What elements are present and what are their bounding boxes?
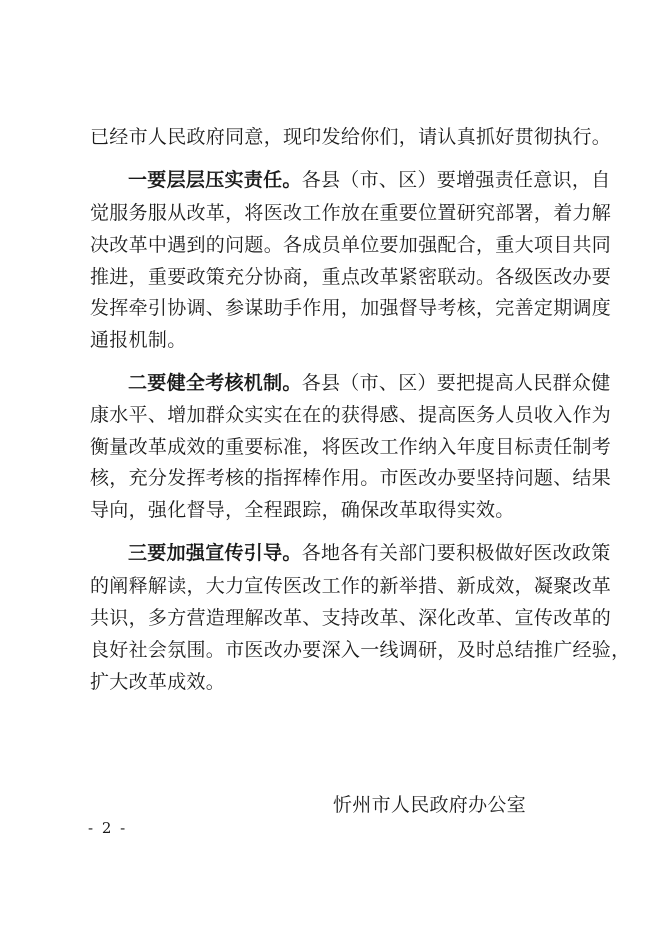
section-3-line-1: 各地各有关部门要积极做好医改政策 (301, 542, 611, 564)
section-3-first-line (128, 541, 611, 565)
section-3-line-4: 良好社会氛围。市医改办要深入一线调研，及时总结推广经验， (90, 639, 631, 661)
section-3-line-5: 扩大改革成效。 (90, 671, 226, 693)
section-1-line-4: 推进，重要政策充分协商，重点改革紧密联动。各级医改办要 (90, 266, 612, 288)
section-3-line-3: 共识，多方营造理解改革、支持改革、深化改革、宣传改革的 (90, 607, 612, 629)
section-1-line-1: 各县（市、区）要增强责任意识，自 (301, 169, 611, 191)
section-2-line-2: 康水平、增加群众实实在在的获得感、提高医务人员收入作为 (90, 404, 612, 426)
page-number: - 2 - (88, 819, 128, 837)
section-2-line-3: 衡量改革成效的重要标准，将医改工作纳入年度目标责任制考 (90, 436, 612, 458)
section-1-line-6: 通报机制。 (90, 329, 187, 351)
section-1-line-5: 发挥牵引协调、参谋助手作用，加强督导考核，完善定期调度 (90, 297, 612, 319)
section-1-heading: 一要层层压实责任。 (128, 169, 302, 191)
section-2-line-5: 导向，强化督导，全程跟踪，确保改革取得实效。 (90, 499, 515, 521)
section-3-line-2: 的阐释解读，大力宣传医改工作的新举措、新成效，凝聚改革 (90, 575, 612, 597)
section-1-first-line (128, 168, 611, 192)
signature-issuer: 忻州市人民政府办公室 (333, 794, 527, 816)
section-2-first-line (128, 371, 611, 395)
section-2-line-1: 各县（市、区）要把提高人民群众健 (301, 372, 611, 394)
section-2-line-4: 核，充分发挥考核的指挥棒作用。市医改办要坚持问题、结果 (90, 467, 612, 489)
section-1-line-2: 觉服务服从改革，将医改工作放在重要位置研究部署，着力解 (90, 202, 612, 224)
section-3-heading: 三要加强宣传引导。 (128, 542, 302, 564)
section-1-line-3: 决改革中遇到的问题。各成员单位要加强配合，重大项目共同 (90, 234, 612, 256)
intro-line: 已经市人民政府同意，现印发给你们，请认真抓好贯彻执行。 (90, 126, 612, 148)
section-2-heading: 二要健全考核机制。 (128, 372, 302, 394)
